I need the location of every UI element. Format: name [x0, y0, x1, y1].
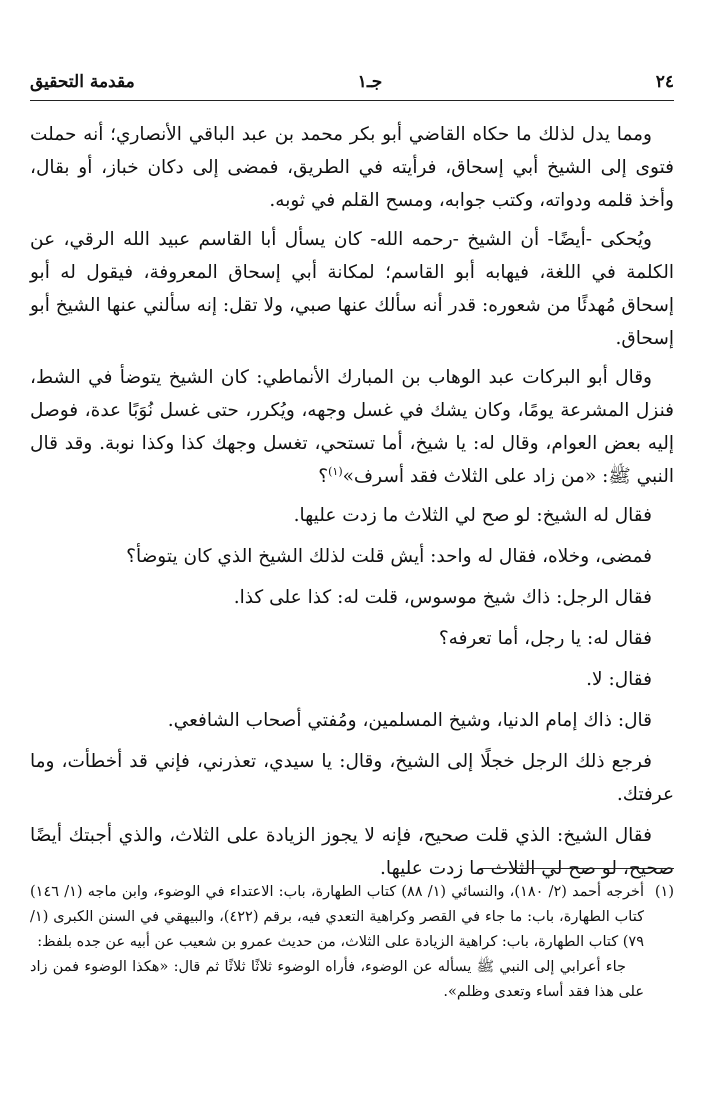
question-mark: ؟ — [318, 466, 329, 487]
page-number: ٢٤ — [655, 72, 674, 92]
dialog-line: فقال له: يا رجل، أما تعرفه؟ — [438, 628, 652, 649]
dialog-line: فقال: لا. — [586, 669, 652, 690]
dialog-line: فقال له الشيخ: لو صح لي الثلاث ما زدت عليها. — [293, 505, 652, 526]
dialog-line: فقال الشيخ: الذي قلت صحيح، فإنه لا يجوز الزيادة على الثلاث، والذي أجبتك أيضًا صحيح، لو صح لي الثلاث ما زدت عليها. — [30, 825, 674, 879]
footnote-mark: (١) — [654, 884, 674, 900]
footnote-body — [30, 880, 644, 1005]
dialog-line: قال: ذاك إمام الدنيا، وشيخ المسلمين، ومُفتي أصحاب الشافعي. — [167, 710, 652, 731]
main-text — [30, 118, 674, 893]
footnote-text: أخرجه أحمد (٢/ ١٨٠)، والنسائي (١/ ٨٨) كتاب الطهارة، باب: الاعتداء في الوضوء، وابن ماجه (١/ ١٤٦) كتاب الطهارة، باب: ما جاء في القصر وكراهية التعدي فيه، برقم (٤٢٢)، والبيهقي في السنن الكبرى (١/ ٧٩) كتاب الطهارة، باب: كراهية الزيادة على الثلاث، من حديث عمرو بن شعيب عن أبيه عن جده بلفظ: — [30, 884, 645, 950]
paragraph — [30, 361, 674, 493]
running-header — [30, 66, 674, 101]
paragraph-text: وقال أبو البركات عبد الوهاب بن المبارك الأنماطي: كان الشيخ يتوضأ في الشط، فنزل المشرعة يومًا، وكان يشك في غسل وجهه، ويُكرر، حتى غسل نُوَبًا عدة، فوصل إليه بعض العوام، وقال له: يا شيخ، أما تستحي، تغسل وجهك كذا وكذا نوبة. وقد قال النبي ﷺ: «من زاد على الثلاث فقد أسرف» — [30, 367, 674, 487]
footnote-reference: (١) — [328, 464, 343, 478]
volume-label: جـ١ — [357, 72, 383, 92]
dialog-line: فرجع ذلك الرجل خجلًا إلى الشيخ، وقال: يا سيدي، تعذرني، فإني قد أخطأت، وما عرفتك. — [30, 751, 674, 805]
footnote-quote: جاء أعرابي إلى النبي ﷺ يسأله عن الوضوء، فأراه الوضوء ثلاثًا ثلاثًا ثم قال: «هكذا الوضوء فمن زاد على هذا فقد أساء وتعدى وظلم». — [30, 959, 644, 1000]
paragraph: ويُحكى -أيضًا- أن الشيخ -رحمه الله- كان يسأل أبا القاسم عبيد الله الرقي، عن الكلمة في اللغة، فيهابه أبو القاسم؛ لمكانة أبي إسحاق المعروفة، فيقول له أبو إسحاق مُهدئًا من شعوره: قدر أنه سألك عنها صبي، ولا تقل: إنه سألني عنها الشيخ أبو إسحاق. — [30, 229, 674, 349]
section-title: مقدمة التحقيق — [30, 72, 135, 92]
dialog-line: فقال الرجل: ذاك شيخ موسوس، قلت له: كذا على كذا. — [233, 587, 652, 608]
paragraph: ومما يدل لذلك ما حكاه القاضي أبو بكر محمد بن عبد الباقي الأنصاري؛ أنه حملت فتوى إلى الشيخ أبي إسحاق، فرأيته في الطريق، فمضى إلى دكان خباز، أو بقال، وأخذ قلمه ودواته، وكتب جوابه، ومسح القلم في ثوبه. — [30, 124, 674, 211]
footnote — [30, 880, 674, 1005]
footnotes — [30, 880, 674, 1005]
dialog-line: فمضى، وخلاه، فقال له واحد: أيش قلت لذلك الشيخ الذي كان يتوضأ؟ — [126, 546, 652, 567]
footnote-divider — [480, 868, 674, 869]
